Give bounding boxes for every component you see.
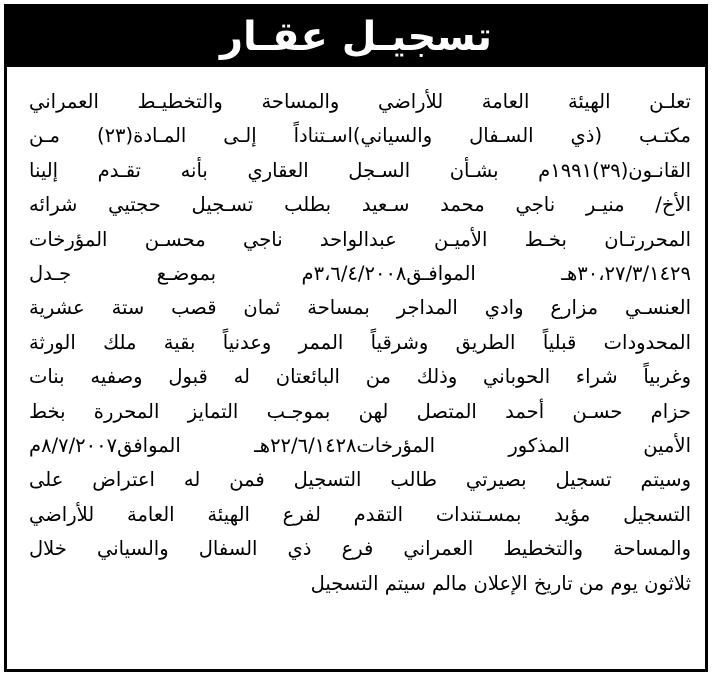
notice-line: الأخ/ منيـر ناجي محمد سـعيد بطلب تسـجيل حجتيي شرائه [29,193,691,217]
notice-line: والمساحة والتخطيط العمراني فرع ذي السفال والسياني خلال [29,537,691,561]
real-estate-notice [4,4,708,672]
notice-body [29,85,691,601]
notice-line-last: ثلاثون يوم من تاريخ الإعلان مالم سيتم التسجيل [310,571,691,595]
notice-line: حزام حسـن أحمد المتصل لهن بموجـب التمايز المحررة بخط [29,399,691,423]
notice-line: وسيتم تسجيل بصيرتي طالب التسجيل فمن له اعتراض على [29,468,691,492]
notice-line: تعلـن الهيئة العامة للأراضي والمساحة والتخطيـط العمراني [29,90,691,113]
notice-line: ٣٠،٢٧/٣/١٤٢٩هـ الموافـق٣،٦/٤/٢٠٠٨م بموضـع جـدل [29,262,691,286]
notice-line: المحدودات قبلياً الطريق وشرقياً الممر وعدنياً بقية ملك الورثة [29,330,691,354]
title-bar [7,7,705,67]
notice-line: الأمين المذكور المؤرخات٢٢/٦/١٤٢٨هـ الموافق٨/٧/٢٠٠٧م [29,434,691,458]
notice-line: القانـون(٣٩)١٩٩١م بشـأن السـجل العقاري بأنه تقـدم إلينا [29,158,691,182]
notice-title: تسجيـل عقـار [219,14,492,60]
notice-line: العنسـي مزارع وادي المداجر بمساحة ثمان قصب ستة عشرية [29,296,691,320]
notice-line: المحررتـان بخـط الأميـن عبدالواحد ناجي محسـن المؤرخات [29,227,691,251]
notice-line: مكتـب (ذي السـفال والسياني)اسـتناداً إلـى المـادة(٢٣) مـن [29,124,691,148]
notice-line: وغربياً شراء الحوباني وذلك من البائعتان له قبول وصفيه بنات [29,365,691,389]
notice-line: التسجيل مؤيد بمسـتندات التقدم لفرع الهيئة العامة للأراضي [29,502,691,526]
